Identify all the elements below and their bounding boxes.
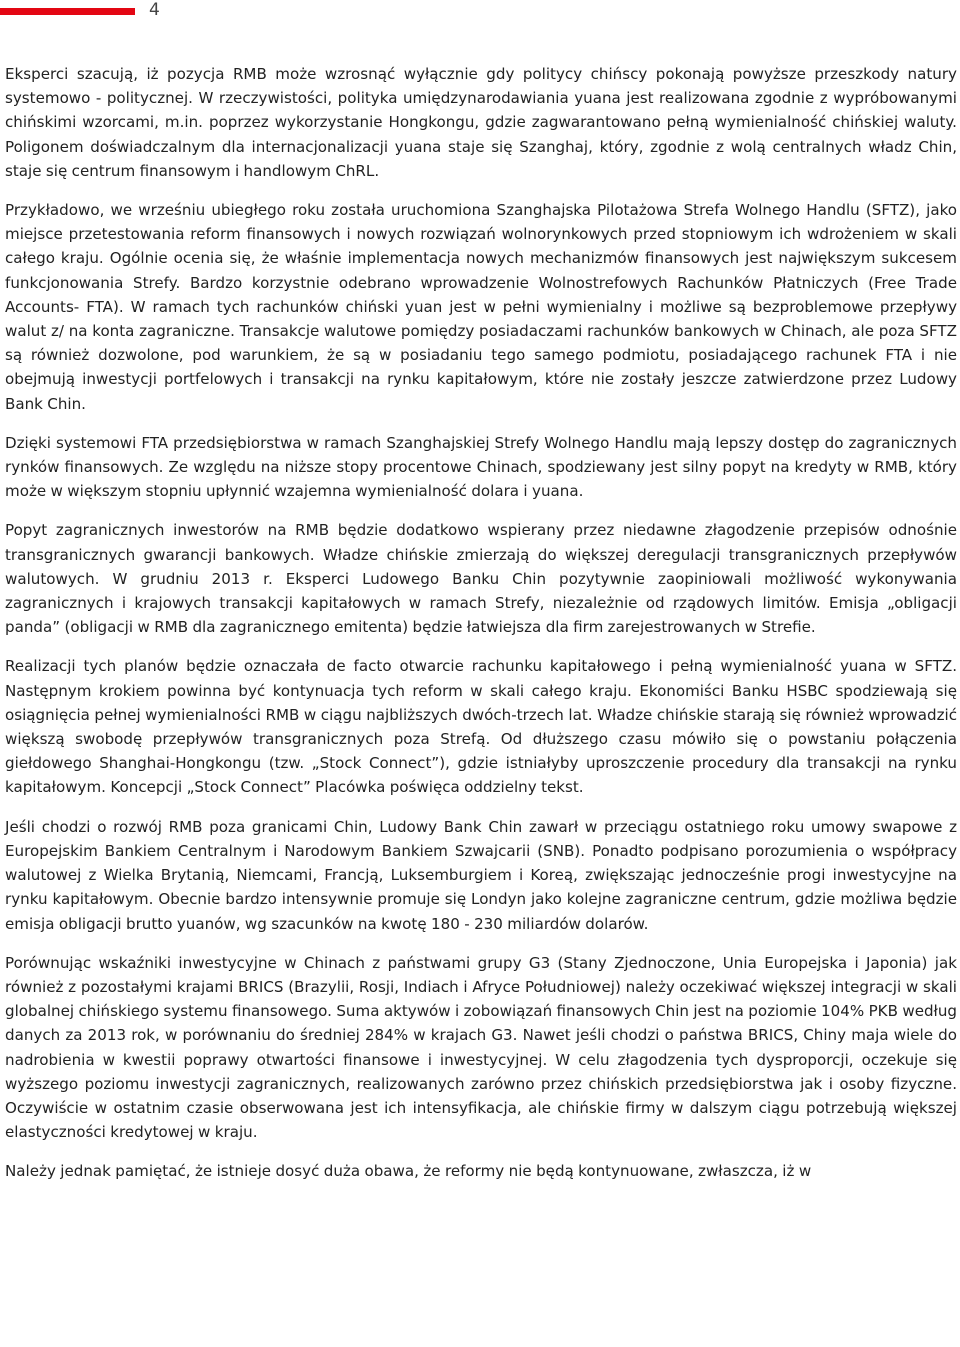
paragraph-8: Należy jednak pamiętać, że istnieje dosyć duża obawa, że reformy nie będą kontynuowane, zwłaszcza, iż w xyxy=(5,1162,812,1181)
paragraph-1: Eksperci szacują, iż pozycja RMB może wzrosnąć wyłącznie gdy politycy chińscy pokonają powyższe przeszkody natury systemowo - politycznej. W rzeczywistości, polityka umiędzynarodawiania yuana jest realizowana zgodnie z wypróbowanymi chińskimi wzorcami, m.in. poprzez wykorzystanie Hongkongu, gdzie zagwarantowano pełną wymienialność chińskiej waluty. Poligonem doświadczalnym dla internacjonalizacji yuana staje się Szanghaj, który, zgodnie z wolą centralnych władz Chin, staje się centrum finansowym i handlowym ChRL. xyxy=(5,65,957,180)
document-body xyxy=(5,62,957,1199)
paragraph-7: Porównując wskaźniki inwestycyjne w Chinach z państwami grupy G3 (Stany Zjednoczone, Unia Europejska i Japonia) jak również z pozostałymi krajami BRICS (Brazylii, Rosji, Indiach i Afryce Południowej) należy oczekiwać większej integracji w skali globalnej chińskiego systemu finansowego. Suma aktywów i zobowiązań finansowych Chin jest na poziomie 104% PKB według danych za 2013 rok, w porównaniu do średniej 284% w krajach G3. Nawet jeśli chodzi o państwa BRICS, Chiny maja wiele do nadrobienia w kwestii poprawy otwartości finansowe i inwestycyjnej. W celu złagodzenia tych dysproporcji, oczekuje się wyższego poziomu inwestycji zagranicznych, realizowanych zarówno przez chińskich przedsiębiorstwa jak i osoby fizyczne. Oczywiście w ostatnim czasie obserwowana jest ich intensyfikacja, ale chińskie firmy w dalszym ciągu potrzebują większej elastyczności kredytowej w kraju. xyxy=(5,953,957,1142)
paragraph-5: Realizacji tych planów będzie oznaczała de facto otwarcie rachunku kapitałowego i pełną wymienialność yuana w SFTZ. Następnym krokiem powinna być kontynuacja tych reform w skali całego kraju. Ekonomiści Banku HSBC spodziewają się osiągnięcia pełnej wymienialności RMB w ciągu najbliższych dwóch-trzech lat. Władze chińskie starają się również wprowadzić większą swobodę przepływów transgranicznych poza Strefą. Od dłuższego czasu mówiło się o powstaniu połączenia giełdowego Shanghai-Hongkongu (tzw. „Stock Connect”), gdzie istniałyby uproszczenie procedury dla transakcji na rynku kapitałowym. Koncepcji „Stock Connect” Placówka poświęca oddzielny tekst. xyxy=(5,657,957,797)
page-number: 4 xyxy=(149,0,160,20)
paragraph-6: Jeśli chodzi o rozwój RMB poza granicami Chin, Ludowy Bank Chin zawarł w przeciągu ostatniego roku umowy swapowe z Europejskim Bankiem Centralnym i Narodowym Bankiem Szwajcarii (SNB). Ponadto podpisano porozumienia o współpracy walutowej z Wielka Brytanią, Niemcami, Francją, Luksemburgiem i Koreą, zwiększając jednocześnie progi inwestycyjne na rynku kapitałowym. Obecnie bardzo intensywnie promuje się Londyn jako kolejne zagraniczne centrum, gdzie możliwa będzie emisja obligacji brutto yuanów, wg szacunków na kwotę 180 - 230 miliardów dolarów. xyxy=(5,817,957,933)
header-accent-bar xyxy=(0,8,135,15)
paragraph-2: Przykładowo, we wrześniu ubiegłego roku została uruchomiona Szanghajska Pilotażowa Strefa Wolnego Handlu (SFTZ), jako miejsce przetestowania reform finansowych i nowych rozwiązań wolnorynkowych przed stopniowym ich wdrożeniem w skali całego kraju. Ogólnie ocenia się, że właśnie implementacja nowych mechanizmów finansowych jest największym sukcesem funkcjonowania Strefy. Bardzo korzystnie odebrano wprowadzenie Wolnostrefowych Rachunków Płatniczych (Free Trade Accounts- FTA). W ramach tych rachunków chiński yuan jest w pełni wymienialny i możliwe są bezproblemowe przepływy walut z/ na konta zagraniczne. Transakcje walutowe pomiędzy posiadaczami rachunków bankowych w Chinach, ale poza SFTZ są również dozwolone, pod warunkiem, że są w posiadaniu tego samego podmiotu, posiadającego rachunek FTA i nie obejmują inwestycji portfelowych i transakcji na rynku kapitałowym, które nie zostały jeszcze zatwierdzone przez Ludowy Bank Chin. xyxy=(5,201,957,413)
paragraph-4: Popyt zagranicznych inwestorów na RMB będzie dodatkowo wspierany przez niedawne złagodzenie przepisów odnośnie transgranicznych gwarancji bankowych. Władze chińskie zmierzają do większej deregulacji transgranicznych przepływów walutowych. W grudniu 2013 r. Eksperci Ludowego Banku Chin pozytywnie zaopiniowali możliwość wykonywania zagranicznych i krajowych transakcji kapitałowych w ramach Strefy, niezależnie od rządowych limitów. Emisja „obligacji panda” (obligacji w RMB dla zagranicznego emitenta) będzie łatwiejsza dla firm zarejestrowanych w Strefie. xyxy=(5,521,957,637)
paragraph-3: Dzięki systemowi FTA przedsiębiorstwa w ramach Szanghajskiej Strefy Wolnego Handlu mają lepszy dostęp do zagranicznych rynków finansowych. Ze względu na niższe stopy procentowe Chinach, spodziewany jest silny popyt na kredyty w RMB, który może w większym stopniu upłynnić wzajemna wymienialność dolara i yuana. xyxy=(5,433,957,501)
